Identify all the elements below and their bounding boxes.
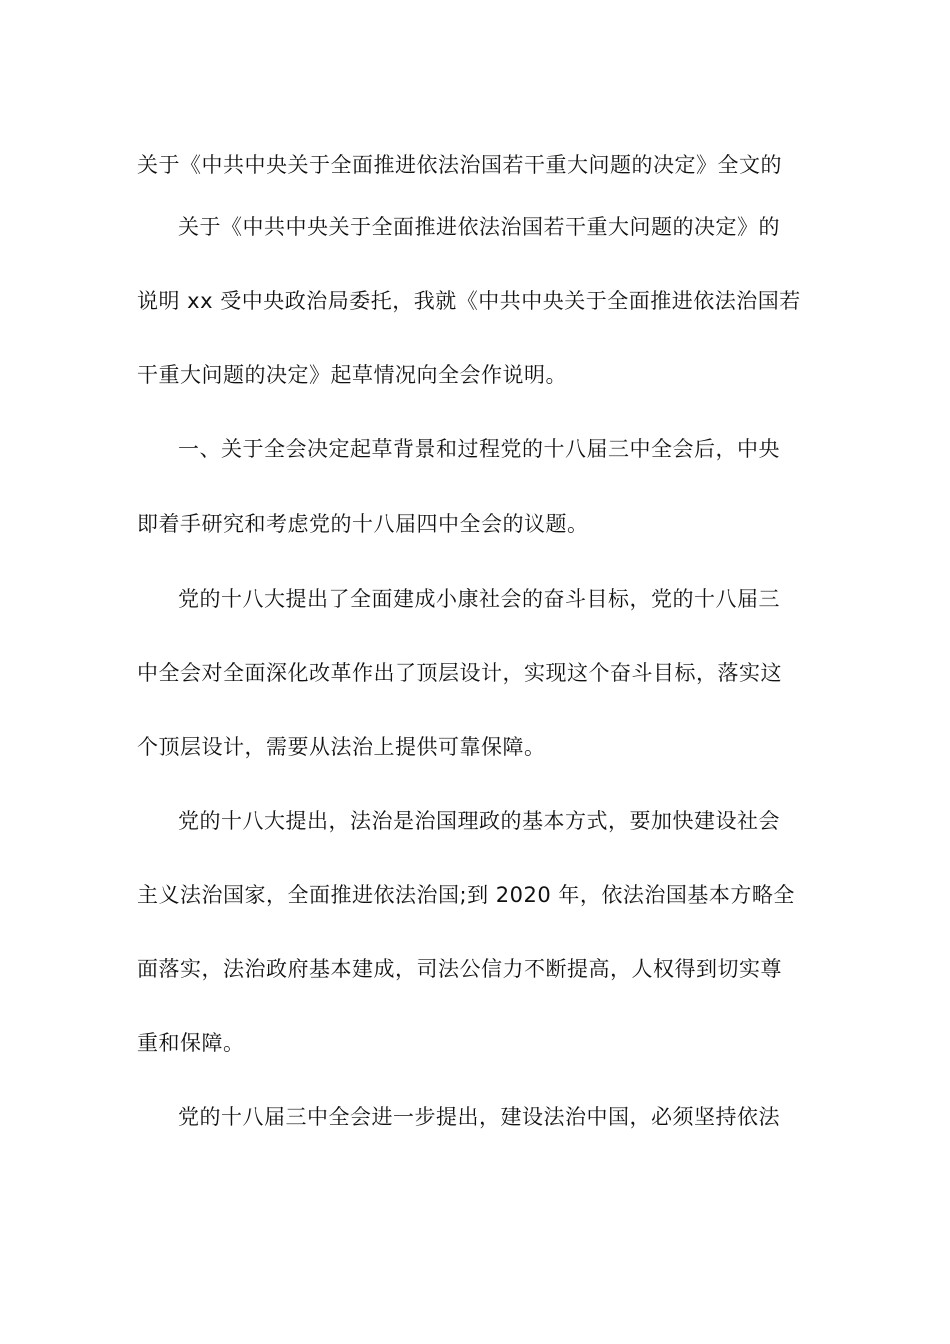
paragraph-line: 中全会对全面深化改革作出了顶层设计，实现这个奋斗目标，落实这 [137,661,782,685]
paragraph-line: 说明 xx 受中央政治局委托，我就《中共中央关于全面推进依法治国若 [137,289,801,313]
paragraph-line: 党的十八届三中全会进一步提出，建设法治中国，必须坚持依法 [178,1105,780,1129]
paragraph-line: 干重大问题的决定》起草情况向全会作说明。 [137,363,567,387]
paragraph-line: 关于《中共中央关于全面推进依法治国若干重大问题的决定》的 [178,215,780,239]
paragraph-line: 主义法治国家，全面推进依法治国;到 2020 年，依法治国基本方略全 [137,883,795,907]
paragraph-line: 即着手研究和考虑党的十八届四中全会的议题。 [137,512,589,536]
paragraph-line: 个顶层设计，需要从法治上提供可靠保障。 [137,735,546,759]
paragraph-line: 重和保障。 [137,1031,245,1055]
paragraph-line: 面落实，法治政府基本建成，司法公信力不断提高，人权得到切实尊 [137,957,782,981]
document-title: 关于《中共中央关于全面推进依法治国若干重大问题的决定》全文的 [137,153,782,177]
paragraph-line: 党的十八大提出了全面建成小康社会的奋斗目标，党的十八届三 [178,587,780,611]
paragraph-line: 党的十八大提出，法治是治国理政的基本方式，要加快建设社会 [178,809,780,833]
paragraph-line: 一、关于全会决定起草背景和过程党的十八届三中全会后，中央 [178,437,780,461]
